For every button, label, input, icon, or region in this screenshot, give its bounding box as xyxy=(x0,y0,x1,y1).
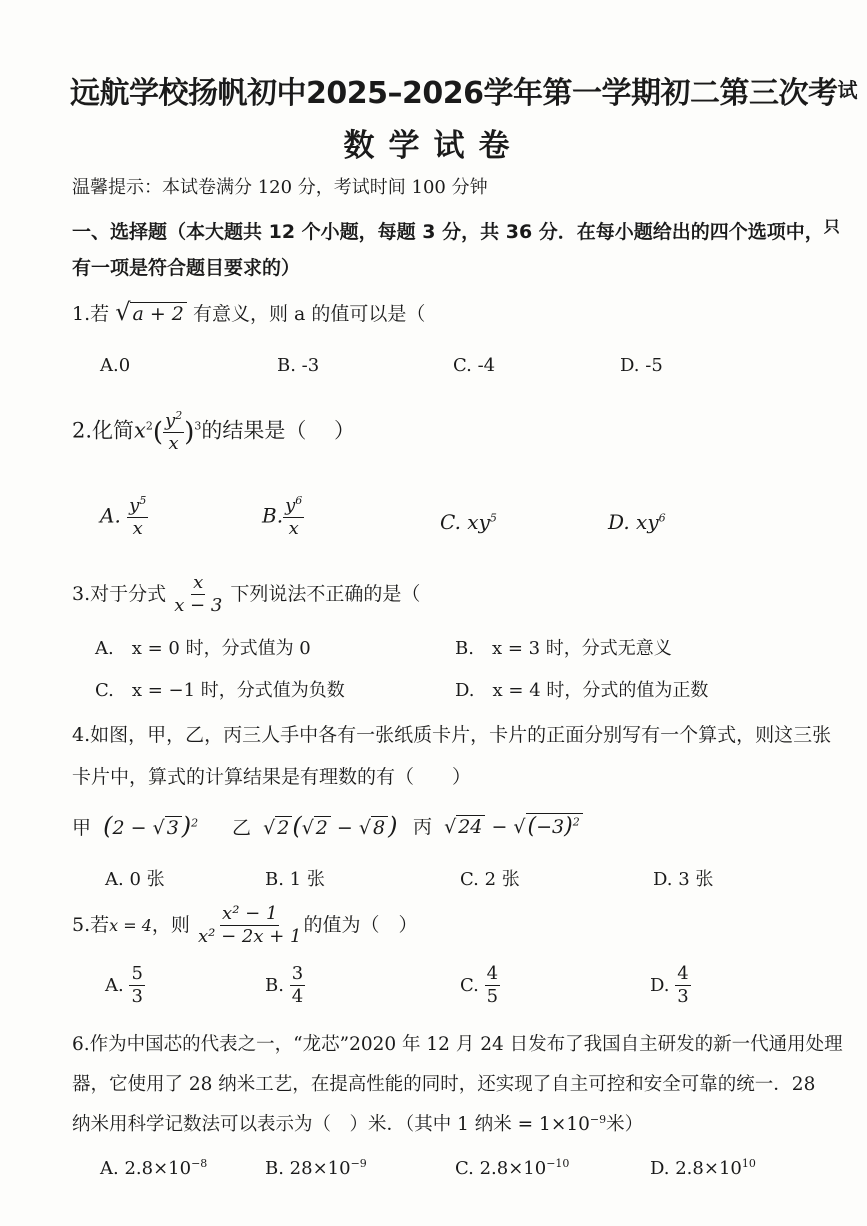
q6-option-b-text: B. 28×10 xyxy=(265,1158,351,1179)
q2-suffix: 的结果是（ ） xyxy=(201,418,356,443)
q1-option-c: C. -4 xyxy=(453,355,496,376)
q5-option-b-label: B. xyxy=(265,974,284,996)
q5-option-b-fraction xyxy=(290,965,305,1007)
q6-option-c xyxy=(455,1157,569,1179)
q2-prefix: 2.化简 xyxy=(72,418,135,443)
exam-title-tail: 试 xyxy=(837,78,857,102)
q5-option-d-num: 4 xyxy=(677,963,689,984)
q2-option-b xyxy=(262,495,304,539)
q3-option-c: C. x = −1 时，分式值为负数 xyxy=(95,680,345,701)
q5-option-d-den: 3 xyxy=(677,985,689,1007)
q6-line3-suffix: 米） xyxy=(606,1114,644,1135)
q6-option-a-exp: −8 xyxy=(191,1157,208,1170)
q5-option-d-label: D. xyxy=(650,974,670,996)
q2-option-d xyxy=(608,510,666,534)
q4-card-yi-label: 乙 xyxy=(232,817,252,839)
q4-card-bing xyxy=(413,812,583,839)
q1-radicand: a + 2 xyxy=(130,302,186,325)
question-3 xyxy=(72,574,420,616)
q4-card-jia-label: 甲 xyxy=(72,817,92,839)
q5-option-a-num: 5 xyxy=(131,963,143,984)
q3-suffix: 下列说法不正确的是（ xyxy=(230,582,421,605)
q6-option-b-exp: −9 xyxy=(350,1157,367,1170)
q2-option-b-num: y xyxy=(285,495,296,516)
q6-line3-prefix: 纳米用科学记数法可以表示为（ ）米．（其中 1 纳米 = 1×10 xyxy=(72,1114,590,1135)
q5-option-c-fraction xyxy=(485,965,500,1007)
q3-prefix: 3.对于分式 xyxy=(72,582,167,605)
q5-option-c-label: C. xyxy=(460,974,479,996)
q2-option-a-label: A. xyxy=(100,503,121,528)
q2-option-b-num-exp: 6 xyxy=(295,494,303,507)
q4-card-yi xyxy=(232,812,397,840)
q5-option-a-fraction xyxy=(129,965,144,1007)
q1-sqrt-sign: √ xyxy=(115,298,131,326)
q4-card-bing-expr: √ $24 - √(-3)^2$ xyxy=(438,816,583,838)
q2-option-a xyxy=(100,495,148,539)
q5-suffix: 的值为（ ） xyxy=(303,913,418,936)
q2-lparen: ( xyxy=(152,417,164,448)
exam-subtitle: 数学试卷 xyxy=(343,128,524,164)
q3-option-d: D. x = 4 时，分式的值为正数 xyxy=(455,680,709,701)
q4-card-bing-label: 丙 xyxy=(413,816,433,838)
q2-frac-num-exp: 2 xyxy=(175,409,183,422)
q2-option-a-num-exp: 5 xyxy=(139,494,147,507)
q5-option-c-den: 5 xyxy=(486,985,499,1007)
section-heading-tail: 只 xyxy=(823,217,840,236)
q1-prefix: 1.若 xyxy=(72,303,110,325)
q5-option-a xyxy=(105,965,145,1007)
q5-cond: x = 4 xyxy=(109,915,152,935)
q5-option-b-num: 3 xyxy=(291,963,304,984)
q2-base-exp: 2 xyxy=(145,419,153,433)
q3-option-a: A. x = 0 时，分式值为 0 xyxy=(95,638,311,659)
q5-frac-num: x² − 1 xyxy=(222,903,278,924)
q6-option-a-text: A. 2.8×10 xyxy=(100,1158,192,1179)
q5-option-c-num: 4 xyxy=(486,963,499,984)
q1-option-d: D. -5 xyxy=(620,355,663,376)
q5-frac-den: x² − 2x + 1 xyxy=(197,925,302,947)
q2-option-b-fraction xyxy=(283,495,304,539)
q2-frac-num: y xyxy=(165,410,176,431)
q6-option-b xyxy=(265,1157,367,1179)
q2-option-a-den: x xyxy=(132,517,143,539)
q4-option-b: B. 1 张 xyxy=(265,869,325,890)
q6-option-d-text: D. 2.8×10 xyxy=(650,1158,742,1179)
q2-option-c-text: C. xy xyxy=(440,510,490,534)
q5-option-d-fraction xyxy=(675,965,690,1007)
q2-option-a-num: y xyxy=(129,495,140,516)
q5-option-a-den: 3 xyxy=(131,985,143,1007)
question-1 xyxy=(72,298,425,326)
q5-option-c xyxy=(460,965,500,1007)
q1-option-b: B. -3 xyxy=(277,355,320,376)
q5-fraction xyxy=(196,905,303,947)
q4-card-yi-expr: √ 2 (√ 2 − √ 8 ) xyxy=(257,812,398,840)
q4-card-jia-expr: (2 − √ 3 )$^2$ xyxy=(103,812,199,840)
q5-prefix: 5.若 xyxy=(72,913,110,936)
q4-option-a: A. 0 张 xyxy=(105,869,165,890)
q1-suffix: 有意义，则 a 的值可以是（ xyxy=(192,303,426,325)
q2-option-c xyxy=(440,510,497,534)
exam-note: 温馨提示：本试卷满分 120 分，考试时间 100 分钟 xyxy=(72,177,488,198)
q1-option-a: A.0 xyxy=(100,355,131,376)
q6-option-a xyxy=(100,1157,207,1179)
q2-option-b-den: x xyxy=(288,517,299,539)
q6-option-c-exp: −10 xyxy=(546,1157,570,1170)
q3-fraction xyxy=(172,574,224,616)
section-heading-line2: 有一项是符合题目要求的） xyxy=(72,257,301,279)
section-heading-line1: 一、选择题（本大题共 12 个小题，每题 3 分，共 36 分．在每小题给出的四个选项中， xyxy=(72,221,824,243)
q5-option-a-label: A. xyxy=(105,974,124,996)
question-5 xyxy=(72,905,417,947)
q2-option-d-text: D. xy xyxy=(608,510,659,534)
exam-title-text: 远航学校扬帆初中2025–2026学年第一学期初二第三次考 xyxy=(70,76,838,111)
question-4-line1: 4.如图，甲，乙，丙三人手中各有一张纸质卡片，卡片的正面分别写有一个算式，则这三张 xyxy=(72,724,832,746)
q6-option-d xyxy=(650,1157,756,1179)
q5-option-d xyxy=(650,965,691,1007)
question-6-line1: 6.作为中国芯的代表之一，“龙芯”2020 年 12 月 24 日发布了我国自主研发的新一代通用处理 xyxy=(72,1034,843,1055)
q3-frac-num: x xyxy=(193,572,204,593)
question-4-line2: 卡片中，算式的计算结果是有理数的有（ ） xyxy=(72,766,472,788)
q6-option-d-exp: 10 xyxy=(741,1157,756,1170)
q2-option-a-fraction xyxy=(127,495,148,539)
q5-mid: ，则 xyxy=(151,913,190,936)
q5-option-b-den: 4 xyxy=(291,985,304,1007)
q6-line3-exp: −9 xyxy=(589,1112,607,1126)
question-2 xyxy=(72,410,355,454)
q2-power: 3 xyxy=(194,419,202,433)
q2-base: x xyxy=(134,418,146,443)
q3-option-b: B. x = 3 时，分式无意义 xyxy=(455,638,672,659)
q3-frac-den: x − 3 xyxy=(174,594,223,616)
q4-card-jia xyxy=(72,812,198,840)
q2-frac-den: x xyxy=(168,432,179,454)
q2-rparen: ) xyxy=(184,417,195,448)
q2-option-b-label: B. xyxy=(262,503,284,528)
q5-option-b xyxy=(265,965,305,1007)
q2-option-c-exp: 5 xyxy=(489,511,497,525)
q4-option-c: C. 2 张 xyxy=(460,869,520,890)
q2-option-d-exp: 6 xyxy=(658,511,666,525)
exam-title xyxy=(70,68,857,112)
question-6-line2: 器，它使用了 28 纳米工艺，在提高性能的同时，还实现了自主可控和安全可靠的统一．28 xyxy=(72,1074,816,1095)
q6-option-c-text: C. 2.8×10 xyxy=(455,1158,547,1179)
question-6-line3 xyxy=(72,1110,643,1136)
q2-fraction xyxy=(163,410,184,454)
q4-option-d: D. 3 张 xyxy=(653,869,714,890)
section-heading xyxy=(72,214,840,244)
